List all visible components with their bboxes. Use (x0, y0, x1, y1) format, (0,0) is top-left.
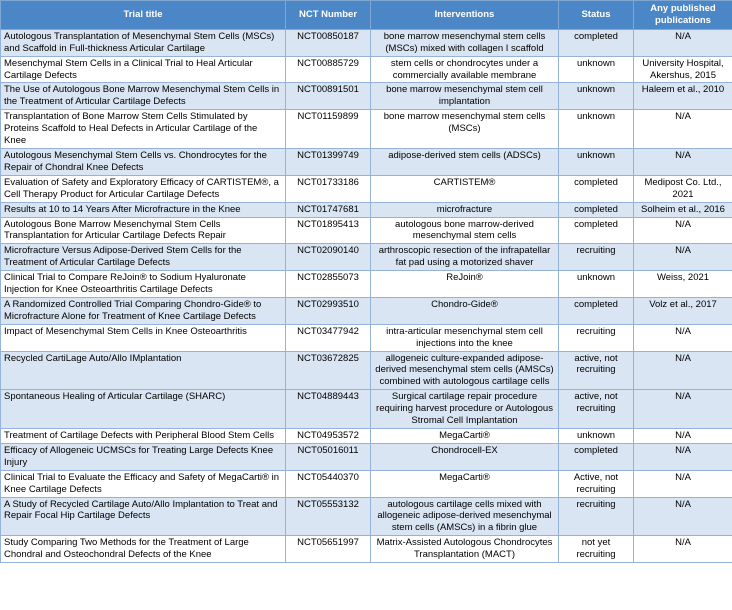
publication-cell: N/A (634, 244, 732, 271)
column-header-interventions: Interventions (371, 1, 559, 30)
intervention-cell: MegaCarti® (371, 429, 559, 444)
nct-number-cell: NCT01733186 (286, 175, 371, 202)
nct-number-cell: NCT00885729 (286, 56, 371, 83)
trial-title-cell: Efficacy of Allogeneic UCMSCs for Treating Large Defects Knee Injury (1, 443, 286, 470)
intervention-cell: autologous bone marrow-derived mesenchymal stem cells (371, 217, 559, 244)
table-row (1, 429, 732, 444)
trial-title-cell: Results at 10 to 14 Years After Microfracture in the Knee (1, 202, 286, 217)
table-row (1, 110, 732, 149)
intervention-cell: arthroscopic resection of the infrapatellar fat pad using a motorized shaver (371, 244, 559, 271)
intervention-cell: Chondro-Gide® (371, 297, 559, 324)
publication-cell: N/A (634, 429, 732, 444)
table-row (1, 536, 732, 563)
table-row (1, 497, 732, 536)
nct-number-cell: NCT05553132 (286, 497, 371, 536)
status-cell: Active, not recruiting (559, 470, 634, 497)
status-cell: recruiting (559, 497, 634, 536)
trial-title-cell: Mesenchymal Stem Cells in a Clinical Trial to Heal Articular Cartilage Defects (1, 56, 286, 83)
nct-number-cell: NCT00850187 (286, 29, 371, 56)
trial-title-cell: Evaluation of Safety and Exploratory Efficacy of CARTISTEM®, a Cell Therapy Product for Articular Cartilage Defects (1, 175, 286, 202)
status-cell: unknown (559, 429, 634, 444)
status-cell: completed (559, 29, 634, 56)
publication-cell: Medipost Co. Ltd., 2021 (634, 175, 732, 202)
status-cell: not yet recruiting (559, 536, 634, 563)
nct-number-cell: NCT00891501 (286, 83, 371, 110)
trial-title-cell: A Study of Recycled Cartilage Auto/Allo Implantation to Treat and Repair Focal Hip Cartilage Defects (1, 497, 286, 536)
intervention-cell: allogeneic culture-expanded adipose-derived mesenchymal stem cells (AMSCs) combined with autologous cartilage cells (371, 351, 559, 390)
nct-number-cell: NCT01399749 (286, 148, 371, 175)
trial-title-cell: Autologous Transplantation of Mesenchymal Stem Cells (MSCs) and Scaffold in Full-thickness Articular Cartilage (1, 29, 286, 56)
status-cell: unknown (559, 148, 634, 175)
status-cell: unknown (559, 83, 634, 110)
column-header-status: Status (559, 1, 634, 30)
nct-number-cell: NCT04953572 (286, 429, 371, 444)
intervention-cell: Matrix-Assisted Autologous Chondrocytes Transplantation (MACT) (371, 536, 559, 563)
publication-cell: N/A (634, 536, 732, 563)
status-cell: unknown (559, 110, 634, 149)
intervention-cell: adipose-derived stem cells (ADSCs) (371, 148, 559, 175)
trial-title-cell: Microfracture Versus Adipose-Derived Stem Cells for the Treatment of Articular Cartilage Defects (1, 244, 286, 271)
status-cell: recruiting (559, 244, 634, 271)
publication-cell: University Hospital, Akershus, 2015 (634, 56, 732, 83)
publication-cell: N/A (634, 470, 732, 497)
publication-cell: N/A (634, 148, 732, 175)
trial-title-cell: Autologous Mesenchymal Stem Cells vs. Chondrocytes for the Repair of Chondral Knee Defects (1, 148, 286, 175)
intervention-cell: CARTISTEM® (371, 175, 559, 202)
status-cell: active, not recruiting (559, 390, 634, 429)
intervention-cell: Chondrocell-EX (371, 443, 559, 470)
intervention-cell: ReJoin® (371, 271, 559, 298)
publication-cell: Solheim et al., 2016 (634, 202, 732, 217)
table-header (1, 1, 732, 30)
table-row (1, 324, 732, 351)
table-row (1, 56, 732, 83)
status-cell: completed (559, 202, 634, 217)
table-row (1, 470, 732, 497)
table-row (1, 202, 732, 217)
trial-title-cell: Recycled CartiLage Auto/Allo IMplantation (1, 351, 286, 390)
publication-cell: N/A (634, 217, 732, 244)
trial-title-cell: A Randomized Controlled Trial Comparing Chondro-Gide® to Microfracture Alone for Treatment of Knee Cartilage Defects (1, 297, 286, 324)
table-row (1, 29, 732, 56)
publication-cell: N/A (634, 324, 732, 351)
nct-number-cell: NCT01747681 (286, 202, 371, 217)
publication-cell: N/A (634, 351, 732, 390)
intervention-cell: bone marrow mesenchymal stem cells (MSCs) (371, 110, 559, 149)
nct-number-cell: NCT05651997 (286, 536, 371, 563)
nct-number-cell: NCT02090140 (286, 244, 371, 271)
publication-cell: N/A (634, 29, 732, 56)
table-row (1, 244, 732, 271)
publication-cell: Weiss, 2021 (634, 271, 732, 298)
trial-title-cell: Impact of Mesenchymal Stem Cells in Knee Osteoarthritis (1, 324, 286, 351)
table-row (1, 217, 732, 244)
nct-number-cell: NCT01159899 (286, 110, 371, 149)
trial-title-cell: Study Comparing Two Methods for the Treatment of Large Chondral and Osteochondral Defects of the Knee (1, 536, 286, 563)
status-cell: unknown (559, 271, 634, 298)
intervention-cell: bone marrow mesenchymal stem cell implantation (371, 83, 559, 110)
table-row (1, 443, 732, 470)
publication-cell: N/A (634, 443, 732, 470)
nct-number-cell: NCT03672825 (286, 351, 371, 390)
trial-title-cell: Autologous Bone Marrow Mesenchymal Stem Cells Transplantation for Articular Cartilage Defects Repair (1, 217, 286, 244)
publication-cell: Volz et al., 2017 (634, 297, 732, 324)
intervention-cell: bone marrow mesenchymal stem cells (MSCs) mixed with collagen I scaffold (371, 29, 559, 56)
trial-title-cell: Treatment of Cartilage Defects with Peripheral Blood Stem Cells (1, 429, 286, 444)
status-cell: completed (559, 297, 634, 324)
nct-number-cell: NCT05016011 (286, 443, 371, 470)
intervention-cell: stem cells or chondrocytes under a commercially available membrane (371, 56, 559, 83)
intervention-cell: intra-articular mesenchymal stem cell injections into the knee (371, 324, 559, 351)
table-row (1, 175, 732, 202)
nct-number-cell: NCT02855073 (286, 271, 371, 298)
table-row (1, 148, 732, 175)
intervention-cell: MegaCarti® (371, 470, 559, 497)
status-cell: unknown (559, 56, 634, 83)
trial-title-cell: The Use of Autologous Bone Marrow Mesenchymal Stem Cells in the Treatment of Articular Cartilage Defects (1, 83, 286, 110)
trial-title-cell: Clinical Trial to Compare ReJoin® to Sodium Hyaluronate Injection for Knee Osteoarthritis Cartilage Defects (1, 271, 286, 298)
column-header-publications: Any published publications (634, 1, 732, 30)
status-cell: completed (559, 443, 634, 470)
nct-number-cell: NCT05440370 (286, 470, 371, 497)
status-cell: completed (559, 217, 634, 244)
status-cell: active, not recruiting (559, 351, 634, 390)
trial-title-cell: Transplantation of Bone Marrow Stem Cells Stimulated by Proteins Scaffold to Heal Defects in Articular Cartilage of the Knee (1, 110, 286, 149)
nct-number-cell: NCT03477942 (286, 324, 371, 351)
intervention-cell: Surgical cartilage repair procedure requiring harvest procedure or Autologous Stromal Cell Implantation (371, 390, 559, 429)
status-cell: recruiting (559, 324, 634, 351)
publication-cell: N/A (634, 110, 732, 149)
nct-number-cell: NCT01895413 (286, 217, 371, 244)
column-header-trial-title: Trial title (1, 1, 286, 30)
table-body (1, 29, 732, 562)
trial-title-cell: Clinical Trial to Evaluate the Efficacy and Safety of MegaCarti® in Knee Cartilage Defects (1, 470, 286, 497)
table-row (1, 271, 732, 298)
table-row (1, 390, 732, 429)
publication-cell: N/A (634, 497, 732, 536)
trial-title-cell: Spontaneous Healing of Articular Cartilage (SHARC) (1, 390, 286, 429)
nct-number-cell: NCT04889443 (286, 390, 371, 429)
column-header-nct-number: NCT Number (286, 1, 371, 30)
intervention-cell: autologous cartilage cells mixed with allogeneic adipose-derived mesenchymal stem cells (AMSCs) in a fibrin glue (371, 497, 559, 536)
table-row (1, 297, 732, 324)
nct-number-cell: NCT02993510 (286, 297, 371, 324)
status-cell: completed (559, 175, 634, 202)
table-row (1, 83, 732, 110)
table-row (1, 351, 732, 390)
intervention-cell: microfracture (371, 202, 559, 217)
publication-cell: N/A (634, 390, 732, 429)
publication-cell: Haleem et al., 2010 (634, 83, 732, 110)
header-row (1, 1, 732, 30)
